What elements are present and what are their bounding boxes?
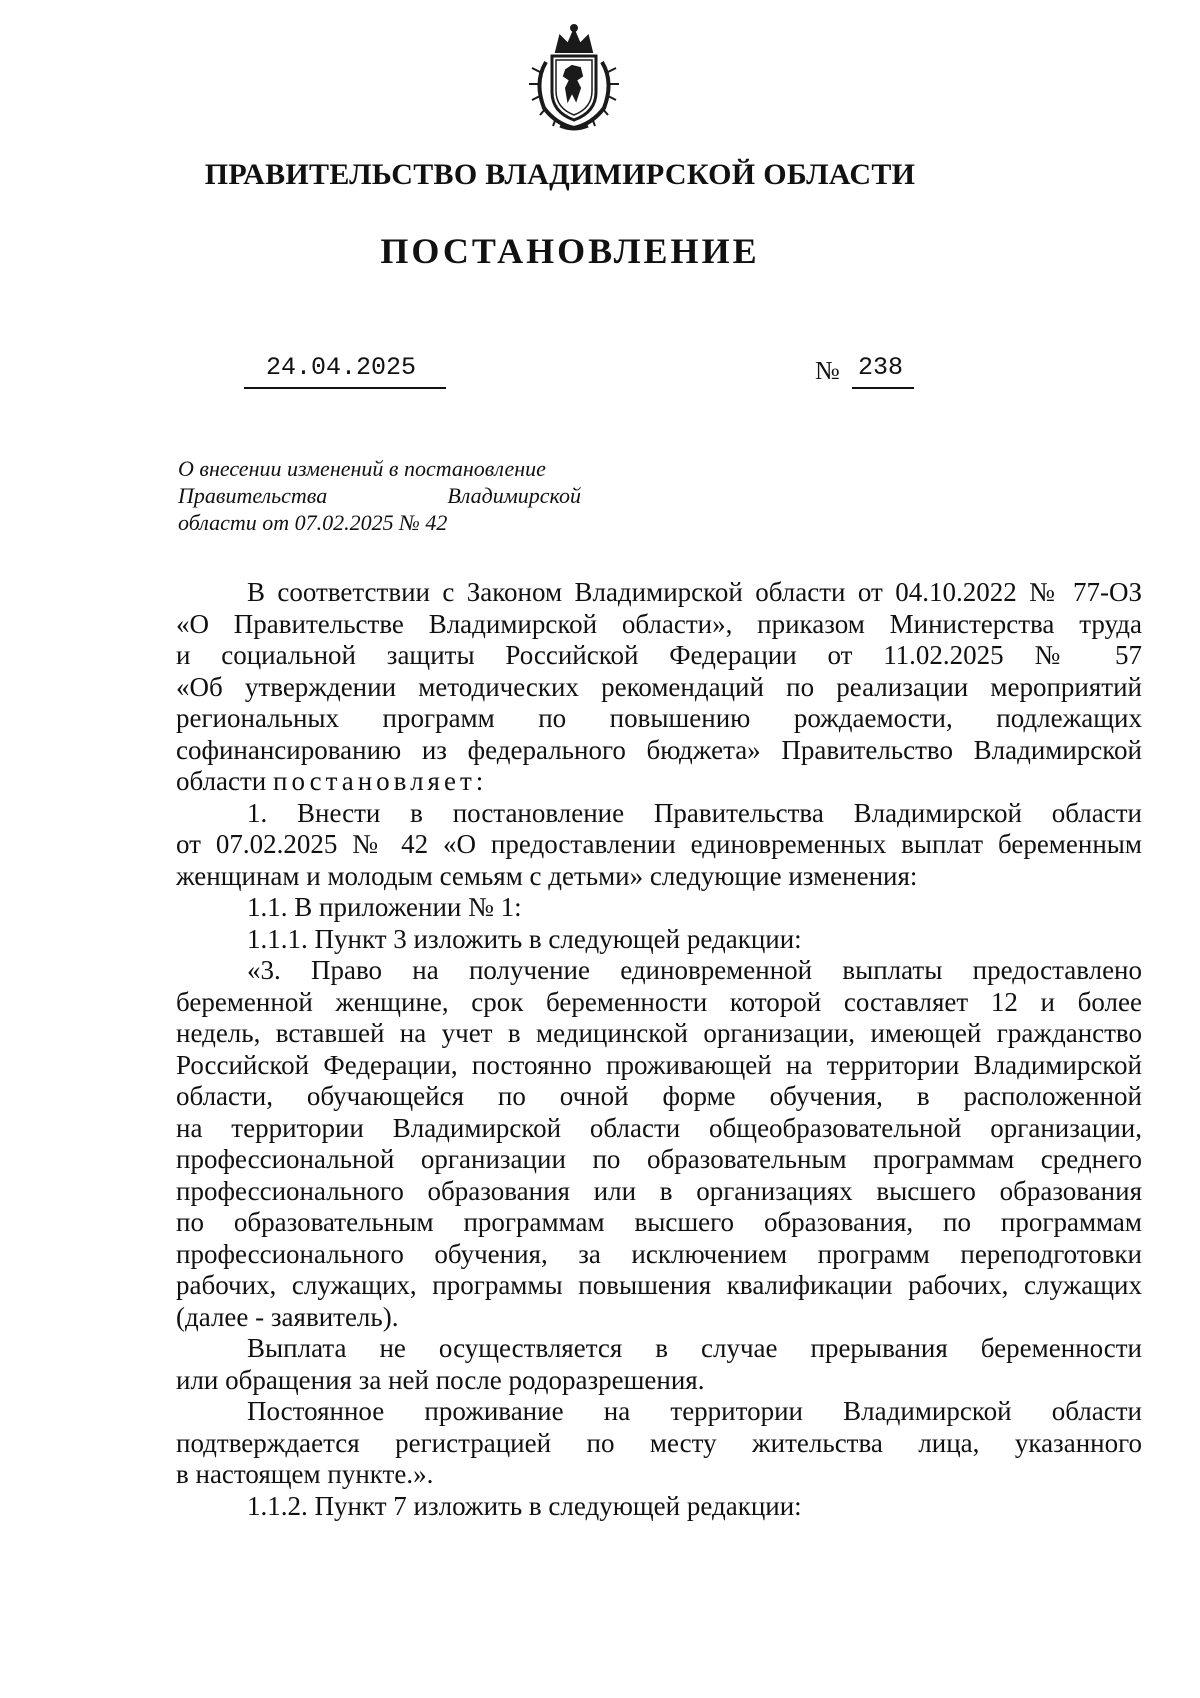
body-line: Российской Федерации, постоянно проживающей на территории Владимирской	[176, 1049, 1142, 1080]
body-line: 1. Внести в постановление Правительства Владимирской области	[247, 797, 1142, 828]
document-type-heading: ПОСТАНОВЛЕНИЕ	[380, 231, 760, 271]
subject-line	[178, 482, 581, 509]
body-line: в настоящем пункте.».	[176, 1459, 434, 1489]
body-line: «3. Право на получение единовременной выплаты предоставлено	[247, 955, 1142, 985]
body-line: или обращения за ней после родоразрешения.	[176, 1364, 705, 1395]
subject-word: Владимирской	[447, 483, 581, 508]
body-line: В соответствии с Законом Владимирской области от 04.10.2022 № 77-ОЗ	[247, 577, 1142, 607]
body-line: профессиональной организации по образовательным программам среднего	[176, 1144, 1142, 1174]
document-number: 238	[858, 353, 904, 382]
subject-word: Правительства	[178, 483, 328, 508]
number-field	[852, 353, 914, 389]
body-line: недель, вставшей на учет в медицинской организации, имеющей гражданство	[176, 1018, 1142, 1048]
body-word: области	[176, 766, 267, 796]
body-line: региональных программ по повышению рождаемости, подлежащих	[176, 703, 1142, 733]
document-date: 24.04.2025	[266, 353, 417, 382]
body-line: Постоянное проживание на территории Владимирской области	[247, 1396, 1142, 1426]
body-line: на территории Владимирской области общеобразовательной организации,	[176, 1112, 1142, 1143]
body-line: подтверждается регистрацией по месту жительства лица, указанного	[176, 1427, 1142, 1458]
body-line: «О Правительстве Владимирской области», приказом Министерства труда	[176, 608, 1142, 639]
subject-line: области от 07.02.2025 № 42	[178, 510, 448, 535]
body-line: профессионального образования или в организациях высшего образования	[176, 1175, 1142, 1206]
body-line: Выплата не осуществляется в случае прерывания беременности	[247, 1333, 1142, 1363]
body-line: (далее - заявитель).	[176, 1301, 399, 1332]
body-line: 1.1.1. Пункт 3 изложить в следующей редакции:	[247, 923, 802, 954]
coat-of-arms-icon	[522, 22, 626, 132]
body-line: 1.1. В приложении № 1:	[247, 892, 522, 922]
spaced-word: постановляет:	[273, 766, 488, 796]
body-line: от 07.02.2025 № 42 «О предоставлении единовременных выплат беременным	[176, 829, 1142, 859]
document-subject	[178, 455, 581, 536]
body-line: 1.1.2. Пункт 7 изложить в следующей редакции:	[247, 1490, 802, 1521]
organization-title: ПРАВИТЕЛЬСТВО ВЛАДИМИРСКОЙ ОБЛАСТИ	[204, 158, 916, 191]
body-line: по образовательным программам высшего образования, по программам	[176, 1207, 1142, 1237]
body-line: беременной женщине, срок беременности которой составляет 12 и более	[176, 986, 1142, 1017]
body-line: и социальной защиты Российской Федерации от 11.02.2025 № 57	[176, 640, 1142, 670]
body-line: женщинам и молодым семьям с детьми» следующие изменения:	[176, 860, 918, 891]
number-sign: №	[815, 356, 840, 385]
subject-line: О внесении изменений в постановление	[178, 456, 546, 481]
body-line: профессионального обучения, за исключением программ переподготовки	[176, 1238, 1142, 1269]
body-line: рабочих, служащих, программы повышения квалификации рабочих, служащих	[176, 1270, 1142, 1300]
date-field	[244, 353, 446, 389]
body-line: «Об утверждении методических рекомендаций по реализации мероприятий	[176, 671, 1142, 702]
body-line	[176, 766, 1142, 798]
body-line: софинансированию из федерального бюджета» Правительство Владимирской	[176, 734, 1142, 765]
body-line: области, обучающейся по очной форме обучения, в расположенной	[176, 1081, 1142, 1111]
document-body	[176, 577, 1142, 1522]
